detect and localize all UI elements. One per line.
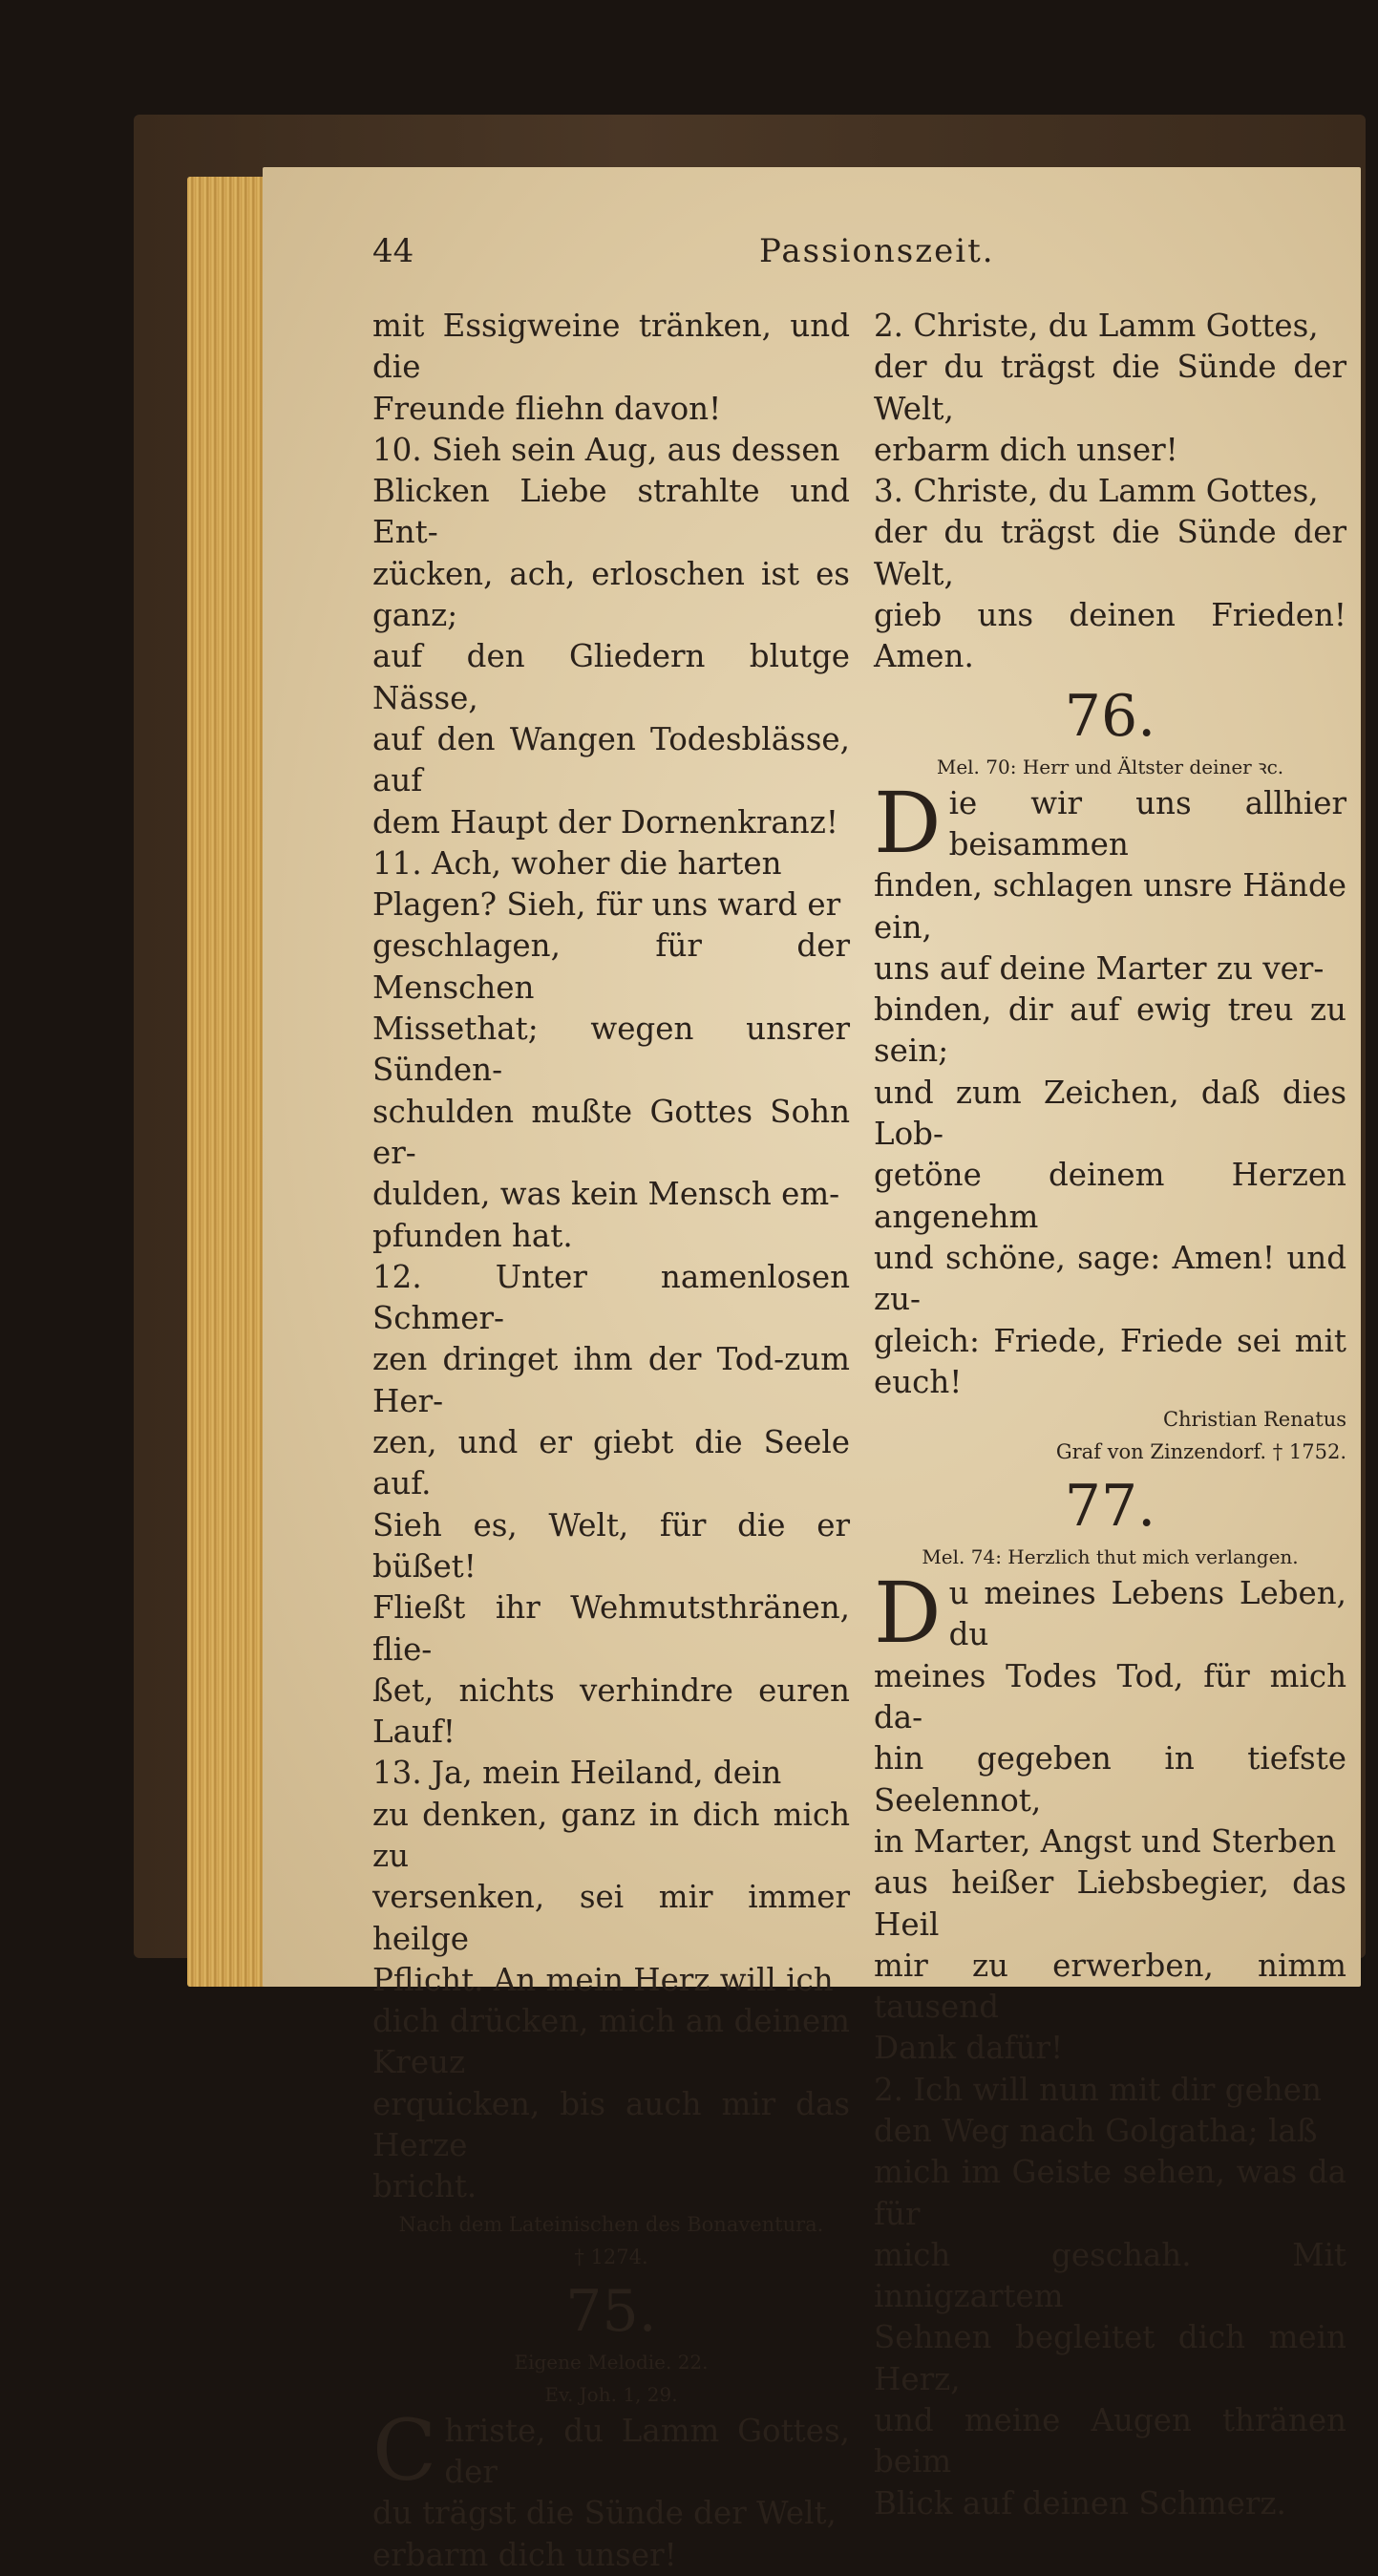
text-line: Sehnen begleitet dich mein Herz, bbox=[874, 2319, 1346, 2397]
text-line: ßet, nichts verhindre euren Lauf! bbox=[372, 1671, 850, 1751]
hymn-76-author-date: Graf von Zinzendorf. † 1752. bbox=[1055, 1440, 1346, 1464]
text-line: zücken, ach, erloschen ist es ganz; bbox=[372, 555, 850, 634]
hymn-74-date: † 1274. bbox=[574, 2245, 648, 2268]
hymn-75-melody: Eigene Melodie. 22. bbox=[514, 2350, 709, 2374]
hymn-76-dropcap: D bbox=[874, 773, 942, 872]
text-line: mit Essigweine tränken, und die bbox=[372, 308, 850, 386]
text-line: dulden, was kein Mensch em- bbox=[372, 1176, 840, 1213]
text-line: meines Todes Tod, für mich da- bbox=[874, 1657, 1346, 1736]
text-line: finden, schlagen unsre Hände ein, bbox=[874, 867, 1346, 946]
text-line: 2. Christe, du Lamm Gottes, bbox=[874, 308, 1319, 344]
hymn-76-melody: Mel. 70: Herr und Ältster deiner ꝛc. bbox=[936, 755, 1284, 778]
text-line: Sieh es, Welt, für die er büßet! bbox=[372, 1506, 850, 1585]
text-line: Blicken Liebe strahlte und Ent- bbox=[372, 473, 850, 551]
text-line: aus heißer Liebsbegier, das Heil bbox=[874, 1864, 1346, 1943]
hymn-75-number: 75. bbox=[565, 2277, 657, 2345]
text-line: dem Haupt der Dornenkranz! bbox=[372, 803, 838, 841]
hymn-77-number: 77. bbox=[1064, 1473, 1156, 1541]
text-line: schulden mußte Gottes Sohn er- bbox=[372, 1093, 850, 1171]
text-line: uns auf deine Marter zu ver- bbox=[874, 949, 1325, 987]
hymn-75-dropcap: C bbox=[372, 2400, 437, 2500]
text-line: und zum Zeichen, daß dies Lob- bbox=[874, 1074, 1346, 1153]
text-line: erquicken, bis auch mir das Herze bbox=[372, 2085, 850, 2164]
text-line: Pflicht. An mein Herz will ich bbox=[372, 1961, 834, 1998]
text-line: erbarm dich unser! bbox=[372, 2536, 677, 2573]
text-line: du trägst die Sünde der Welt, bbox=[372, 2495, 837, 2532]
text-line: Blick auf deinen Schmerz. bbox=[874, 2484, 1286, 2522]
text-line: pfunden hat. bbox=[372, 1217, 573, 1254]
text-line: 13. Ja, mein Heiland, dein bbox=[372, 1755, 782, 1792]
text-line: geschlagen, für der Menschen bbox=[372, 927, 850, 1006]
page-header bbox=[263, 224, 1361, 272]
text-line: binden, dir auf ewig treu zu sein; bbox=[874, 991, 1346, 1070]
text-line: 3. Christe, du Lamm Gottes, bbox=[874, 473, 1319, 510]
text-line: auf den Gliedern blutge Nässe, bbox=[372, 638, 850, 716]
text-line: mir zu erwerben, nimm tausend bbox=[874, 1947, 1346, 2026]
text-line: und meine Augen thränen beim bbox=[874, 2402, 1346, 2480]
text-line: 12. Unter namenlosen Schmer- bbox=[372, 1258, 850, 1337]
text-line: gleich: Friede, Friede sei mit euch! bbox=[874, 1322, 1346, 1400]
text-line: und schöne, sage: Amen! und zu- bbox=[874, 1239, 1346, 1318]
text-line: gieb uns deinen Frieden! Amen. bbox=[874, 597, 1346, 675]
text-line: ie wir uns allhier beisammen bbox=[948, 784, 1346, 862]
text-line: der du trägst die Sünde der Welt, bbox=[874, 349, 1346, 427]
text-line: mich im Geiste sehen, was da für bbox=[874, 2154, 1346, 2232]
text-line: Fließt ihr Wehmutsthränen, flie- bbox=[372, 1589, 850, 1668]
hymn-75-reference: Ev. Joh. 1, 29. bbox=[544, 2382, 678, 2406]
text-line: 11. Ach, woher die harten bbox=[372, 844, 782, 882]
text-line: Freunde fliehn davon! bbox=[372, 390, 722, 427]
page-number: 44 bbox=[372, 232, 414, 270]
text-line: erbarm dich unser! bbox=[874, 431, 1178, 468]
text-line: mich geschah. Mit innigzartem bbox=[874, 2236, 1346, 2315]
hymn-76-number: 76. bbox=[1064, 682, 1156, 750]
text-line: den Weg nach Golgatha; laß bbox=[874, 2112, 1318, 2149]
text-line: der du trägst die Sünde der Welt, bbox=[874, 514, 1346, 592]
running-title: Passionszeit. bbox=[759, 232, 995, 270]
text-line: in Marter, Angst und Sterben bbox=[874, 1822, 1337, 1860]
hymn-74-attribution: Nach dem Lateinischen des Bonaventura. bbox=[398, 2212, 824, 2236]
text-line: Plagen? Sieh, für uns ward er bbox=[372, 886, 841, 924]
text-line: zu denken, ganz in dich mich zu bbox=[372, 1796, 850, 1874]
hymn-77-melody: Mel. 74: Herzlich thut mich verlangen. bbox=[922, 1545, 1299, 1569]
text-line: Missethat; wegen unsrer Sünden- bbox=[372, 1011, 850, 1089]
text-line: hin gegeben in tiefste Seelennot, bbox=[874, 1740, 1346, 1819]
text-line: versenken, sei mir immer heilge bbox=[372, 1879, 850, 1957]
text-line: dich drücken, mich an deinem Kreuz bbox=[372, 2003, 850, 2081]
text-line: 10. Sieh sein Aug, aus dessen bbox=[372, 431, 840, 468]
text-line: getöne deinem Herzen angenehm bbox=[874, 1157, 1346, 1235]
text-line: 2. Ich will nun mit dir gehen bbox=[874, 2071, 1322, 2108]
left-column bbox=[372, 306, 850, 2576]
text-line: u meines Lebens Leben, du bbox=[948, 1575, 1346, 1653]
text-line: zen, und er giebt die Seele auf. bbox=[372, 1424, 850, 1502]
book-page bbox=[263, 167, 1361, 2573]
text-line: bricht. bbox=[372, 2168, 477, 2205]
hymn-76-author: Christian Renatus bbox=[1162, 1408, 1346, 1432]
hymn-77-dropcap: D bbox=[874, 1564, 942, 1663]
text-line: zen dringet ihm der Tod-zum Her- bbox=[372, 1341, 850, 1419]
text-line: hriste, du Lamm Gottes, der bbox=[444, 2412, 850, 2490]
text-line: auf den Wangen Todesblässe, auf bbox=[372, 720, 850, 799]
right-column bbox=[874, 306, 1346, 2524]
text-line: Dank dafür! bbox=[874, 2030, 1064, 2067]
